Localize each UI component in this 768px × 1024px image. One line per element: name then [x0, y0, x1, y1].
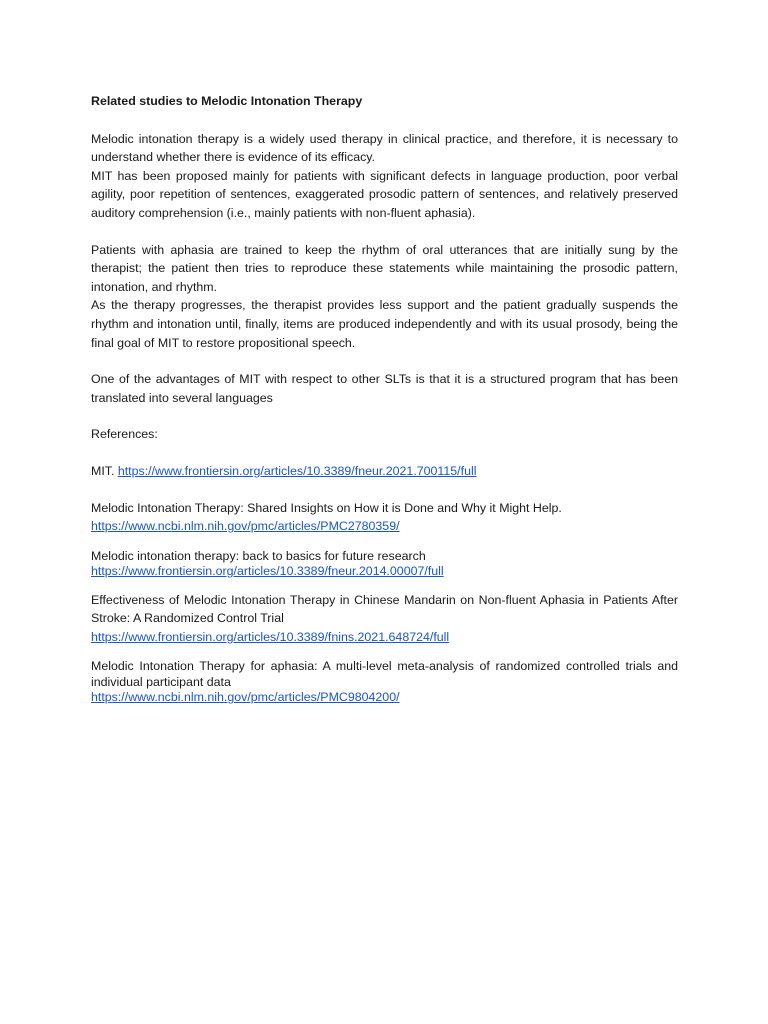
reference-4	[91, 628, 678, 647]
paragraph-1: Melodic intonation therapy is a widely used therapy in clinical practice, and therefore, it is necessary to understand whether there is evidence of its efficacy.	[91, 131, 678, 165]
reference-3-link[interactable]: https://www.frontiersin.org/articles/10.3389/fneur.2014.00007/full	[91, 563, 444, 578]
spacer	[91, 579, 678, 591]
references-heading: References:	[91, 427, 158, 442]
reference-1	[91, 462, 678, 481]
spacer	[91, 646, 678, 658]
spacer	[91, 444, 678, 462]
reference-4-link[interactable]: https://www.frontiersin.org/articles/10.3389/fnins.2021.648724/full	[91, 629, 450, 644]
spacer	[91, 407, 678, 425]
reference-1-prefix: MIT.	[91, 463, 118, 478]
document-title: Related studies to Melodic Intonation Therapy	[91, 94, 363, 108]
paragraph-5: One of the advantages of MIT with respect to other SLTs is that it is a structured program that has been translated into several languages	[91, 372, 678, 405]
paragraph-3: Patients with aphasia are trained to keep the rhythm of oral utterances that are initially sung by the therapist; the patient then tries to reproduce these statements while maintaining the prosodic pattern, intonation, and rhythm.	[91, 242, 678, 294]
reference-3	[91, 564, 678, 579]
reference-5-title: Melodic Intonation Therapy for aphasia: A multi-level meta-analysis of randomized controlled trials and individual participant data	[91, 659, 678, 690]
spacer	[91, 481, 678, 499]
document-body	[91, 92, 678, 705]
reference-2	[91, 517, 678, 536]
reference-2-title: Melodic Intonation Therapy: Shared Insights on How it is Done and Why it Might Help.	[91, 500, 562, 515]
reference-5-link[interactable]: https://www.ncbi.nlm.nih.gov/pmc/articles/PMC9804200/	[91, 690, 400, 705]
spacer	[91, 536, 678, 548]
reference-3-title: Melodic intonation therapy: back to basics for future research	[91, 548, 426, 563]
paragraph-4: As the therapy progresses, the therapist provides less support and the patient gradually suspends the rhythm and intonation until, finally, items are produced independently and with its usual prosody, being the final goal of MIT to restore propositional speech.	[91, 298, 678, 350]
reference-2-link[interactable]: https://www.ncbi.nlm.nih.gov/pmc/articles/PMC2780359/	[91, 519, 400, 534]
reference-4-title: Effectiveness of Melodic Intonation Therapy in Chinese Mandarin on Non-fluent Aphasia in Patients After Stroke: A Randomized Control Trial	[91, 592, 678, 626]
paragraph-2: MIT has been proposed mainly for patients with significant defects in language production, poor verbal agility, poor repetition of sentences, exaggerated prosodic pattern of sentences, and relatively preserved auditory comprehension (i.e., mainly patients with non-fluent aphasia).	[91, 168, 678, 220]
spacer	[91, 352, 678, 370]
spacer	[91, 223, 678, 241]
reference-5	[91, 690, 678, 705]
reference-1-link[interactable]: https://www.frontiersin.org/articles/10.3389/fneur.2021.700115/full	[117, 463, 477, 478]
